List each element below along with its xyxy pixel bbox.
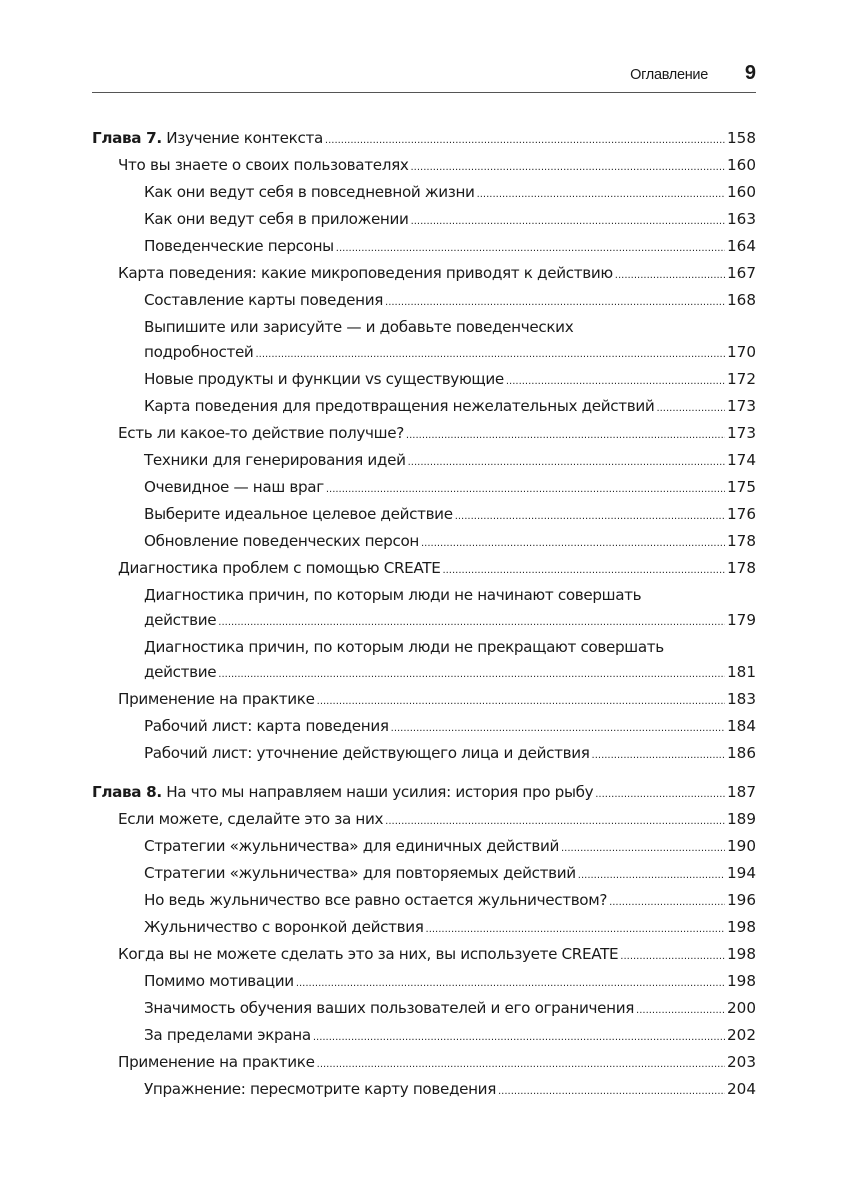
toc-entry-row — [92, 126, 756, 153]
toc-subsection[interactable] — [92, 394, 756, 421]
toc-entry-row — [144, 1023, 756, 1050]
toc-subsection[interactable] — [92, 315, 756, 367]
toc-entry-row — [144, 448, 756, 475]
dot-leader — [317, 689, 725, 714]
toc-entry-title: действие — [144, 663, 217, 681]
dot-leader — [313, 1025, 725, 1050]
toc-entry-title: Поведенческие персоны — [144, 237, 334, 255]
toc-entry-row — [144, 714, 756, 741]
dot-leader — [325, 128, 725, 153]
toc-subsection[interactable] — [92, 529, 756, 556]
toc-entry-row — [144, 915, 756, 942]
toc-entry-title: подробностей — [144, 343, 254, 361]
toc-entry-row — [144, 1077, 756, 1104]
dot-leader — [506, 369, 725, 394]
toc-subsection[interactable] — [92, 502, 756, 529]
toc-entry-row — [144, 969, 756, 996]
toc-chapter[interactable] — [92, 126, 756, 153]
chapter-spacer — [92, 768, 756, 780]
toc-entry-row — [144, 340, 756, 367]
toc-subsection[interactable] — [92, 714, 756, 741]
toc-page-number: 175 — [727, 478, 756, 496]
toc-page-number: 176 — [727, 505, 756, 523]
toc-entry-title: Что вы знаете о своих пользователях — [118, 156, 409, 174]
toc-entry-row — [144, 861, 756, 888]
toc-entry-title: Есть ли какое-то действие получше? — [118, 424, 404, 442]
toc-entry-row — [118, 556, 756, 583]
dot-leader — [385, 290, 725, 315]
chapter-label: Глава 7. — [92, 129, 162, 147]
toc-section[interactable] — [92, 556, 756, 583]
toc-subsection[interactable] — [92, 969, 756, 996]
toc-entry-title: Стратегии «жульничества» для повторяемых действий — [144, 864, 576, 882]
dot-leader — [218, 610, 725, 635]
dot-leader — [498, 1079, 725, 1104]
toc-page-number: 196 — [727, 891, 756, 909]
toc-page-number: 179 — [727, 611, 756, 629]
dot-leader — [592, 743, 725, 768]
toc-entry-row — [144, 834, 756, 861]
toc-page-number: 200 — [727, 999, 756, 1017]
dot-leader — [455, 504, 725, 529]
dot-leader — [408, 450, 725, 475]
toc-page-number: 170 — [727, 343, 756, 361]
toc-page-number: 178 — [727, 532, 756, 550]
toc-page-number: 186 — [727, 744, 756, 762]
toc-entry-title: Применение на практике — [118, 1053, 315, 1071]
toc-page-number: 160 — [727, 183, 756, 201]
dot-leader — [561, 836, 725, 861]
toc-entry-title: Когда вы не можете сделать это за них, вы используете CREATE — [118, 945, 619, 963]
dot-leader — [656, 396, 725, 421]
toc-subsection[interactable] — [92, 475, 756, 502]
toc-page-number: 198 — [727, 918, 756, 936]
toc-entry-title: Упражнение: пересмотрите карту поведения — [144, 1080, 496, 1098]
toc-entry-title: Применение на практике — [118, 690, 315, 708]
toc-entry-title: Карта поведения для предотвращения нежелательных действий — [144, 397, 655, 415]
toc-entry-row — [144, 288, 756, 315]
dot-leader — [317, 1052, 725, 1077]
toc-entry-title — [92, 780, 593, 805]
toc-page-number: 190 — [727, 837, 756, 855]
toc-section[interactable] — [92, 1050, 756, 1077]
toc-section[interactable] — [92, 421, 756, 448]
dot-leader — [218, 662, 725, 687]
toc-entry-row — [144, 180, 756, 207]
toc-entry-row — [118, 1050, 756, 1077]
toc-entry-row — [144, 529, 756, 556]
toc-entry-title: Выберите идеальное целевое действие — [144, 505, 453, 523]
toc-page-number: 202 — [727, 1026, 756, 1044]
toc-entry-title: Обновление поведенческих персон — [144, 532, 419, 550]
toc-entry-row — [144, 367, 756, 394]
toc-page-number: 204 — [727, 1080, 756, 1098]
toc-entry-row — [144, 207, 756, 234]
dot-leader — [477, 182, 725, 207]
toc-entry-title: Диагностика проблем с помощью CREATE — [118, 559, 441, 577]
dot-leader — [296, 971, 725, 996]
toc-subsection[interactable] — [92, 1077, 756, 1104]
toc-subsection[interactable] — [92, 234, 756, 261]
running-title: Оглавление — [630, 67, 708, 83]
dot-leader — [578, 863, 725, 888]
toc-section[interactable] — [92, 261, 756, 288]
toc-entry-row — [118, 942, 756, 969]
dot-leader — [411, 209, 725, 234]
toc-entry-row — [144, 660, 756, 687]
toc-entry-title — [92, 126, 323, 151]
chapter-title: Изучение контекста — [166, 129, 323, 147]
toc-section[interactable] — [92, 807, 756, 834]
dot-leader — [426, 917, 725, 942]
toc-subsection[interactable] — [92, 996, 756, 1023]
toc-subsection[interactable] — [92, 834, 756, 861]
toc-page-number: 173 — [727, 397, 756, 415]
toc-page-number: 163 — [727, 210, 756, 228]
chapter-title: На что мы направляем наши усилия: история про рыбу — [166, 783, 594, 801]
dot-leader — [636, 998, 725, 1023]
toc-page-number: 183 — [727, 690, 756, 708]
toc-page-number: 178 — [727, 559, 756, 577]
toc-subsection[interactable] — [92, 180, 756, 207]
toc-entry-row — [144, 608, 756, 635]
toc-entry-title: За пределами экрана — [144, 1026, 311, 1044]
toc-page-number: 189 — [727, 810, 756, 828]
toc-entry-title-line: Диагностика причин, по которым люди не начинают совершать — [144, 586, 642, 604]
toc-page-number: 158 — [727, 129, 756, 147]
toc-page-number: 194 — [727, 864, 756, 882]
toc-entry-row — [118, 687, 756, 714]
toc-entry-title: Как они ведут себя в повседневной жизни — [144, 183, 475, 201]
dot-leader — [609, 890, 725, 915]
toc-entry-title: Очевидное — наш враг — [144, 478, 324, 496]
toc-entry-title: Как они ведут себя в приложении — [144, 210, 409, 228]
toc-page-number: 174 — [727, 451, 756, 469]
toc-entry-row — [144, 475, 756, 502]
toc-subsection[interactable] — [92, 635, 756, 687]
toc-subsection[interactable] — [92, 367, 756, 394]
toc-entry-title: Составление карты поведения — [144, 291, 384, 309]
toc-page-number: 164 — [727, 237, 756, 255]
toc-entry-row — [118, 807, 756, 834]
page-number: 9 — [744, 62, 756, 84]
toc-subsection[interactable] — [92, 288, 756, 315]
toc-entry-row — [118, 153, 756, 180]
dot-leader — [385, 809, 725, 834]
dot-leader — [620, 944, 725, 969]
toc-entry-title: Если можете, сделайте это за них — [118, 810, 384, 828]
toc-entry-title: Техники для генерирования идей — [144, 451, 406, 469]
toc-entry-row — [144, 502, 756, 529]
toc-page-number: 198 — [727, 972, 756, 990]
toc-page-number: 198 — [727, 945, 756, 963]
page-header — [92, 62, 756, 93]
toc-subsection[interactable] — [92, 861, 756, 888]
dot-leader — [442, 558, 725, 583]
toc-entry-row — [144, 888, 756, 915]
toc-subsection[interactable] — [92, 888, 756, 915]
toc-section[interactable] — [92, 153, 756, 180]
toc-page-number: 181 — [727, 663, 756, 681]
dot-leader — [406, 423, 725, 448]
toc-section[interactable] — [92, 687, 756, 714]
toc-entry-title-line: Диагностика причин, по которым люди не прекращают совершать — [144, 638, 664, 656]
dot-leader — [615, 263, 725, 288]
toc-entry-row — [118, 421, 756, 448]
toc-entry-row — [144, 741, 756, 768]
toc-entry-title: Рабочий лист: карта поведения — [144, 717, 389, 735]
toc-entry-title: Карта поведения: какие микроповедения приводят к действию — [118, 264, 613, 282]
toc-entry-title: Помимо мотивации — [144, 972, 294, 990]
dot-leader — [595, 782, 725, 807]
dot-leader — [421, 531, 725, 556]
toc-page-number: 203 — [727, 1053, 756, 1071]
toc-section[interactable] — [92, 942, 756, 969]
toc-entry-title: Значимость обучения ваших пользователей и его ограничения — [144, 999, 635, 1017]
dot-leader — [391, 716, 725, 741]
toc-subsection[interactable] — [92, 741, 756, 768]
toc-page-number: 168 — [727, 291, 756, 309]
dot-leader — [336, 236, 725, 261]
toc-entry-title-line: Выпишите или зарисуйте — и добавьте поведенческих — [144, 318, 574, 336]
dot-leader — [326, 477, 725, 502]
toc-entry-row — [92, 780, 756, 807]
toc-chapter[interactable] — [92, 780, 756, 807]
toc-entry-title: Рабочий лист: уточнение действующего лица и действия — [144, 744, 590, 762]
toc-subsection[interactable] — [92, 1023, 756, 1050]
toc-page-number: 187 — [727, 783, 756, 801]
toc-entry-title: Но ведь жульничество все равно остается жульничеством? — [144, 891, 608, 909]
toc-entry-title: Жульничество с воронкой действия — [144, 918, 424, 936]
toc-entry-title: Новые продукты и функции vs существующие — [144, 370, 504, 388]
toc-page-number: 172 — [727, 370, 756, 388]
toc-subsection[interactable] — [92, 583, 756, 635]
toc-entry-title: Стратегии «жульничества» для единичных действий — [144, 837, 559, 855]
dot-leader — [255, 342, 725, 367]
chapter-label: Глава 8. — [92, 783, 162, 801]
toc-subsection[interactable] — [92, 207, 756, 234]
toc-subsection[interactable] — [92, 915, 756, 942]
toc-page-number: 160 — [727, 156, 756, 174]
toc-entry-row — [118, 261, 756, 288]
toc-page-number: 167 — [727, 264, 756, 282]
table-of-contents — [92, 126, 756, 1104]
toc-page-number: 173 — [727, 424, 756, 442]
dot-leader — [411, 155, 726, 180]
toc-entry-row — [144, 234, 756, 261]
toc-subsection[interactable] — [92, 448, 756, 475]
toc-entry-title: действие — [144, 611, 217, 629]
toc-entry-row — [144, 394, 756, 421]
toc-page-number: 184 — [727, 717, 756, 735]
toc-entry-row — [144, 996, 756, 1023]
